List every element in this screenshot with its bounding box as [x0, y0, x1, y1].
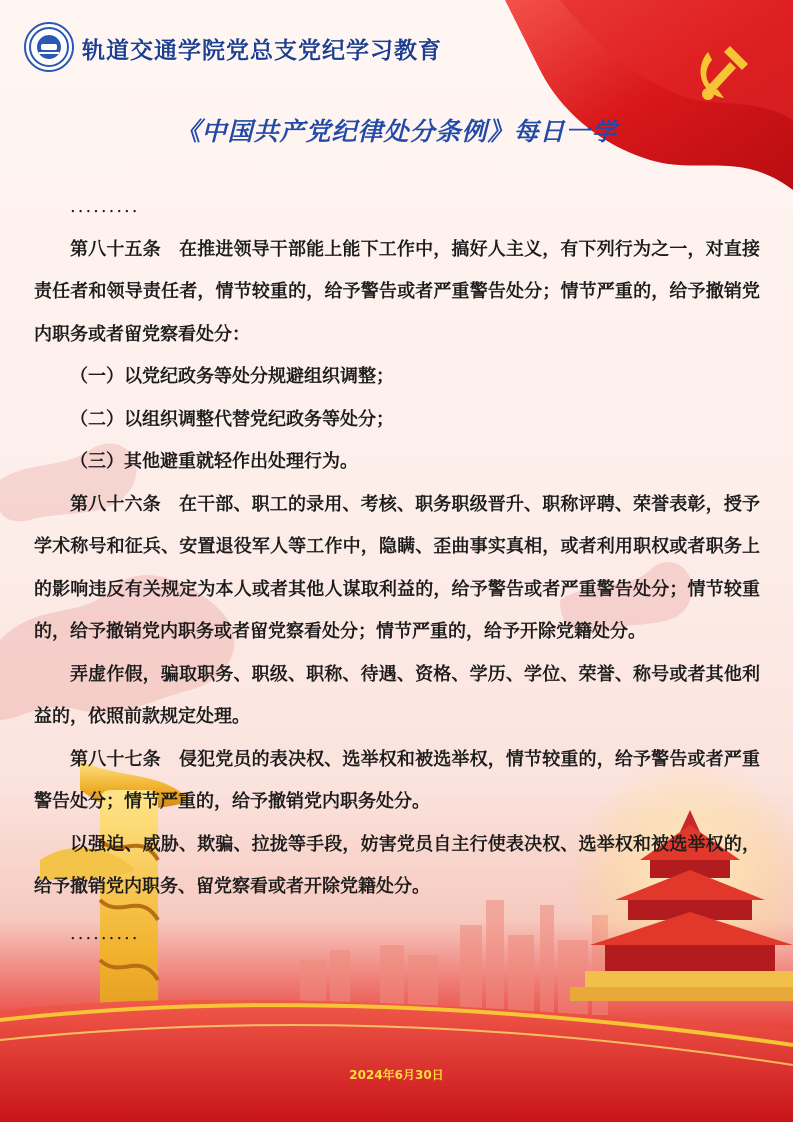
ellipsis-bottom: .........: [70, 922, 140, 944]
article-86-clause-2: 弄虚作假，骗取职务、职级、职称、待遇、资格、学历、学位、荣誉、称号或者其他利益的，依照前款规定处理。: [34, 663, 760, 727]
ellipsis-top: .........: [70, 196, 140, 217]
article-body: [34, 186, 760, 955]
article-85-item-2: （二）以组织调整代替党纪政务等处分；: [70, 408, 394, 430]
document-subtitle: 《中国共产党纪律处分条例》每日一学: [175, 117, 618, 146]
bottom-band: [0, 1000, 793, 1122]
article-86: 第八十六条 在干部、职工的录用、考核、职务职级晋升、职称评聘、荣誉表彰，授予学术称号和征兵、安置退役军人等工作中，隐瞒、歪曲事实真相，或者利用职权或者职务上的影响违反有关规定为本人或者其他人谋取利益的，给予警告或者严重警告处分；情节较重的，给予撤销党内职务或者留党察看处分；情节严重的，给予开除党籍处分。: [34, 493, 760, 642]
article-87-clause-2: 以强迫、威胁、欺骗、拉拢等手段，妨害党员自主行使表决权、选举权和被选举权的，给予撤销党内职务、留党察看或者开除党籍处分。: [34, 833, 760, 897]
college-logo-icon: [24, 22, 74, 72]
party-emblem-icon: [690, 38, 762, 110]
article-87: 第八十七条 侵犯党员的表决权、选举权和被选举权，情节较重的，给予警告或者严重警告处分；情节严重的，给予撤销党内职务处分。: [34, 748, 760, 812]
article-85-item-1: （一）以党纪政务等处分规避组织调整；: [70, 366, 394, 387]
header-title: 轨道交通学院党总支党纪学习教育: [82, 38, 442, 64]
article-85: 第八十五条 在推进领导干部能上能下工作中，搞好人主义，有下列行为之一，对直接责任者和领导责任者，情节较重的，给予警告或者严重警告处分；情节严重的，给予撤销党内职务或者留党察看处分：: [34, 238, 760, 345]
article-85-item-3: （三）其他避重就轻作出处理行为。: [70, 451, 358, 472]
publish-date: 2024年6月30日: [349, 1068, 444, 1082]
